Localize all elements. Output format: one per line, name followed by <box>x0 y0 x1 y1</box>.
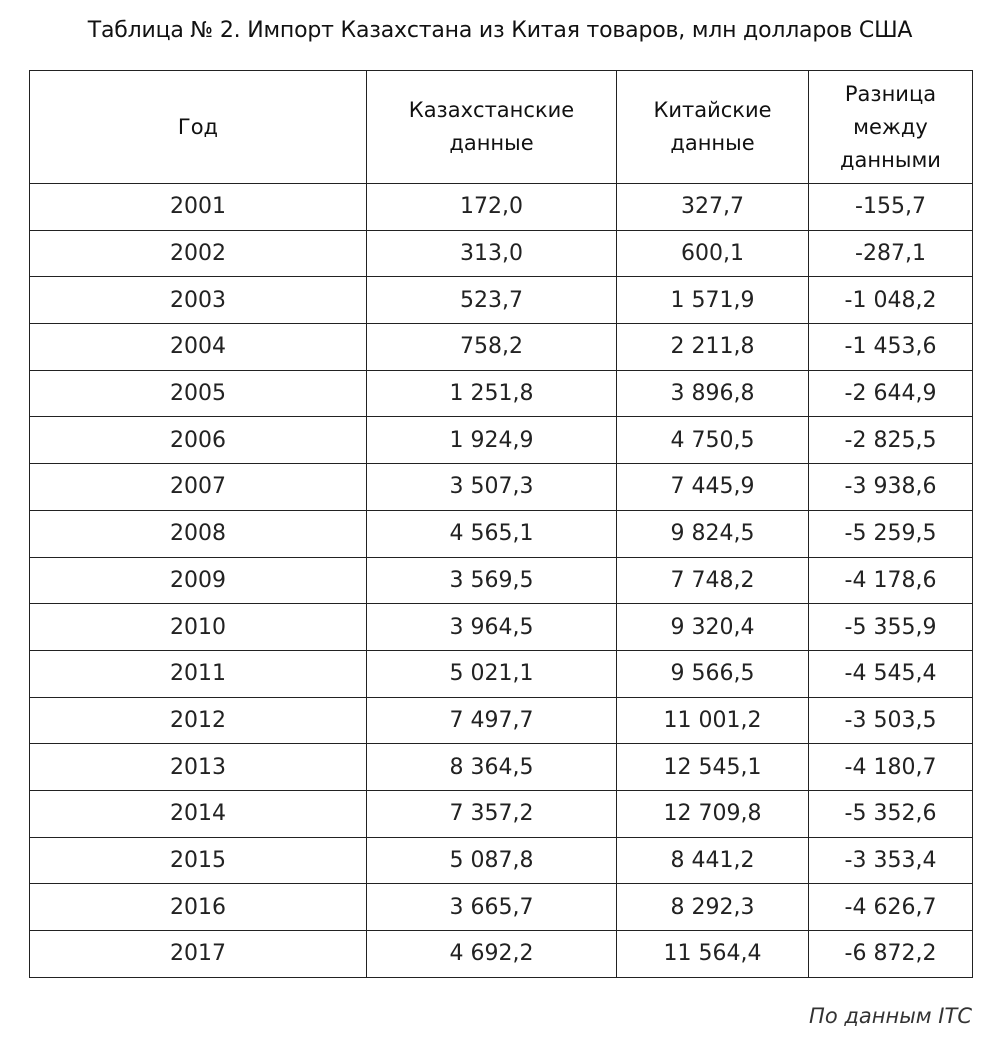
kazakh-data-cell: 4 692,2 <box>367 931 617 978</box>
table-row <box>30 744 973 791</box>
kazakh-data-cell: 3 665,7 <box>367 884 617 931</box>
year-cell: 2015 <box>30 837 367 884</box>
table-row <box>30 230 973 277</box>
chinese-data-cell: 12 709,8 <box>617 790 809 837</box>
kazakh-data-cell: 3 964,5 <box>367 604 617 651</box>
table-row <box>30 184 973 231</box>
table-body <box>30 184 973 978</box>
difference-cell: -3 938,6 <box>809 464 973 511</box>
table-row <box>30 604 973 651</box>
year-cell: 2005 <box>30 370 367 417</box>
chinese-data-cell: 11 564,4 <box>617 931 809 978</box>
chinese-data-cell: 11 001,2 <box>617 697 809 744</box>
chinese-data-cell: 1 571,9 <box>617 277 809 324</box>
year-cell: 2007 <box>30 464 367 511</box>
year-cell: 2009 <box>30 557 367 604</box>
source-note: По данным ITC <box>809 1004 972 1028</box>
header-difference-label: Разница между данными <box>840 81 941 172</box>
kazakh-data-cell: 7 497,7 <box>367 697 617 744</box>
difference-cell: -3 503,5 <box>809 697 973 744</box>
import-table <box>29 70 973 978</box>
year-cell: 2006 <box>30 417 367 464</box>
header-kazakh-data-label: Казахстанские данные <box>408 98 575 155</box>
kazakh-data-cell: 4 565,1 <box>367 510 617 557</box>
chinese-data-cell: 7 748,2 <box>617 557 809 604</box>
difference-cell: -4 178,6 <box>809 557 973 604</box>
table-row <box>30 837 973 884</box>
kazakh-data-cell: 3 569,5 <box>367 557 617 604</box>
year-cell: 2014 <box>30 790 367 837</box>
table-row <box>30 884 973 931</box>
difference-cell: -6 872,2 <box>809 931 973 978</box>
header-year: Год <box>30 71 367 184</box>
chinese-data-cell: 4 750,5 <box>617 417 809 464</box>
year-cell: 2016 <box>30 884 367 931</box>
header-difference <box>809 71 973 184</box>
kazakh-data-cell: 3 507,3 <box>367 464 617 511</box>
header-chinese-data-label: Китайские данные <box>653 98 772 155</box>
chinese-data-cell: 12 545,1 <box>617 744 809 791</box>
year-cell: 2013 <box>30 744 367 791</box>
year-cell: 2008 <box>30 510 367 557</box>
header-kazakh-data <box>367 71 617 184</box>
kazakh-data-cell: 7 357,2 <box>367 790 617 837</box>
chinese-data-cell: 2 211,8 <box>617 324 809 371</box>
chinese-data-cell: 7 445,9 <box>617 464 809 511</box>
chinese-data-cell: 9 824,5 <box>617 510 809 557</box>
chinese-data-cell: 327,7 <box>617 184 809 231</box>
header-row <box>30 71 973 184</box>
table-row <box>30 697 973 744</box>
chinese-data-cell: 3 896,8 <box>617 370 809 417</box>
table-row <box>30 790 973 837</box>
kazakh-data-cell: 5 087,8 <box>367 837 617 884</box>
difference-cell: -5 355,9 <box>809 604 973 651</box>
difference-cell: -3 353,4 <box>809 837 973 884</box>
year-cell: 2010 <box>30 604 367 651</box>
kazakh-data-cell: 172,0 <box>367 184 617 231</box>
year-cell: 2017 <box>30 931 367 978</box>
table-row <box>30 931 973 978</box>
kazakh-data-cell: 758,2 <box>367 324 617 371</box>
difference-cell: -4 626,7 <box>809 884 973 931</box>
chinese-data-cell: 9 566,5 <box>617 650 809 697</box>
difference-cell: -1 453,6 <box>809 324 973 371</box>
difference-cell: -2 825,5 <box>809 417 973 464</box>
difference-cell: -1 048,2 <box>809 277 973 324</box>
table-row <box>30 557 973 604</box>
table-row <box>30 650 973 697</box>
year-cell: 2001 <box>30 184 367 231</box>
header-chinese-data <box>617 71 809 184</box>
difference-cell: -4 545,4 <box>809 650 973 697</box>
difference-cell: -4 180,7 <box>809 744 973 791</box>
kazakh-data-cell: 1 251,8 <box>367 370 617 417</box>
table-row <box>30 277 973 324</box>
year-cell: 2004 <box>30 324 367 371</box>
year-cell: 2011 <box>30 650 367 697</box>
chinese-data-cell: 8 441,2 <box>617 837 809 884</box>
year-cell: 2012 <box>30 697 367 744</box>
table-title: Таблица № 2. Импорт Казахстана из Китая товаров, млн долларов США <box>87 18 913 43</box>
chinese-data-cell: 9 320,4 <box>617 604 809 651</box>
table-row <box>30 417 973 464</box>
year-cell: 2002 <box>30 230 367 277</box>
difference-cell: -287,1 <box>809 230 973 277</box>
table-row <box>30 370 973 417</box>
difference-cell: -5 352,6 <box>809 790 973 837</box>
table-row <box>30 510 973 557</box>
chinese-data-cell: 600,1 <box>617 230 809 277</box>
kazakh-data-cell: 1 924,9 <box>367 417 617 464</box>
chinese-data-cell: 8 292,3 <box>617 884 809 931</box>
kazakh-data-cell: 313,0 <box>367 230 617 277</box>
kazakh-data-cell: 523,7 <box>367 277 617 324</box>
table-row <box>30 324 973 371</box>
difference-cell: -5 259,5 <box>809 510 973 557</box>
difference-cell: -2 644,9 <box>809 370 973 417</box>
year-cell: 2003 <box>30 277 367 324</box>
kazakh-data-cell: 8 364,5 <box>367 744 617 791</box>
kazakh-data-cell: 5 021,1 <box>367 650 617 697</box>
difference-cell: -155,7 <box>809 184 973 231</box>
table-row <box>30 464 973 511</box>
